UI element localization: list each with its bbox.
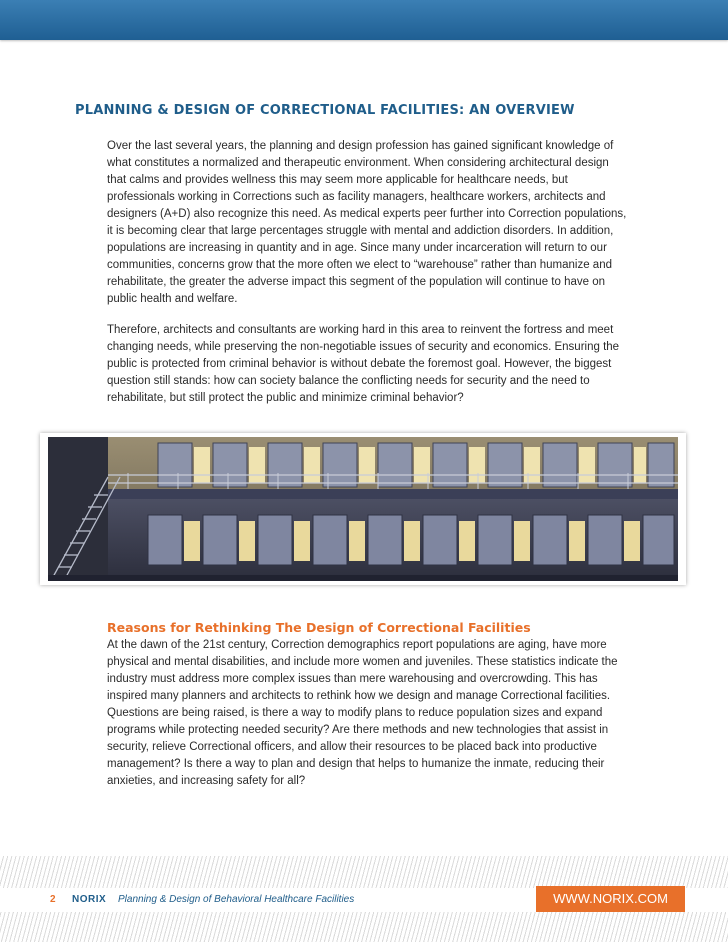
cell-block-photo-image xyxy=(48,437,678,581)
second-paragraph: Therefore, architects and consultants are working hard in this area to reinvent the fortress and meet changing needs, while preserving the non-negotiable issues of security and economics. Ensuring the public is protected from criminal behavior is without debate the foremost goal. However, the biggest question still stands: how can society balance the conflicting needs for security and the need to rehabilitate, but still protect the public and minimize criminal behavior? xyxy=(107,324,620,404)
intro-paragraph: Over the last several years, the planning and design profession has gained significant knowledge of what constitutes a normalized and therapeutic environment. When considering architectural design that calms and provides wellness this may seem more applicable for healthcare needs, but professionals working in Corrections such as facility managers, healthcare workers, architects and designers (A+D) also recognize this need. As medical experts peer further into Correction populations, it is becoming clear that large percentages struggle with mental and addiction disorders. In addition, populations are increasing in quantity and in age. Since many under incarceration will return to our communities, concerns grow that the more often we elect to “warehouse” rather than humanize and rehabilitate, the greater the adverse impact this segment of the population will continue to have on public health and welfare. xyxy=(107,140,627,305)
document-title: PLANNING & DESIGN OF CORRECTIONAL FACILITIES: AN OVERVIEW xyxy=(75,103,575,118)
footer-brand: NORIX xyxy=(72,894,107,905)
website-link[interactable]: WWW.NORIX.COM xyxy=(536,886,685,912)
cell-block-photo xyxy=(40,433,686,585)
page-number: 2 xyxy=(50,894,56,905)
section-heading: Reasons for Rethinking The Design of Correctional Facilities xyxy=(107,620,531,635)
top-header-bar xyxy=(0,0,728,40)
footer-document-title: Planning & Design of Behavioral Healthcare Facilities xyxy=(118,894,355,905)
third-paragraph: At the dawn of the 21st century, Correction demographics report populations are aging, have more physical and mental disabilities, and include more women and juveniles. These statistics indicate the industry must address more complex issues than mere warehousing and overcrowding. This has inspired many planners and architects to rethink how we design and manage Correctional facilities. Questions are being raised, is there a way to modify plans to reduce population sizes and expand programs while protecting needed security? Are there methods and new technologies that assist in security, relieve Correctional officers, and allow their resources to be placed back into productive management? Is there a way to plan and design that helps to humanize the inmate, reducing their anxieties, and increasing safety for all? xyxy=(107,639,618,787)
